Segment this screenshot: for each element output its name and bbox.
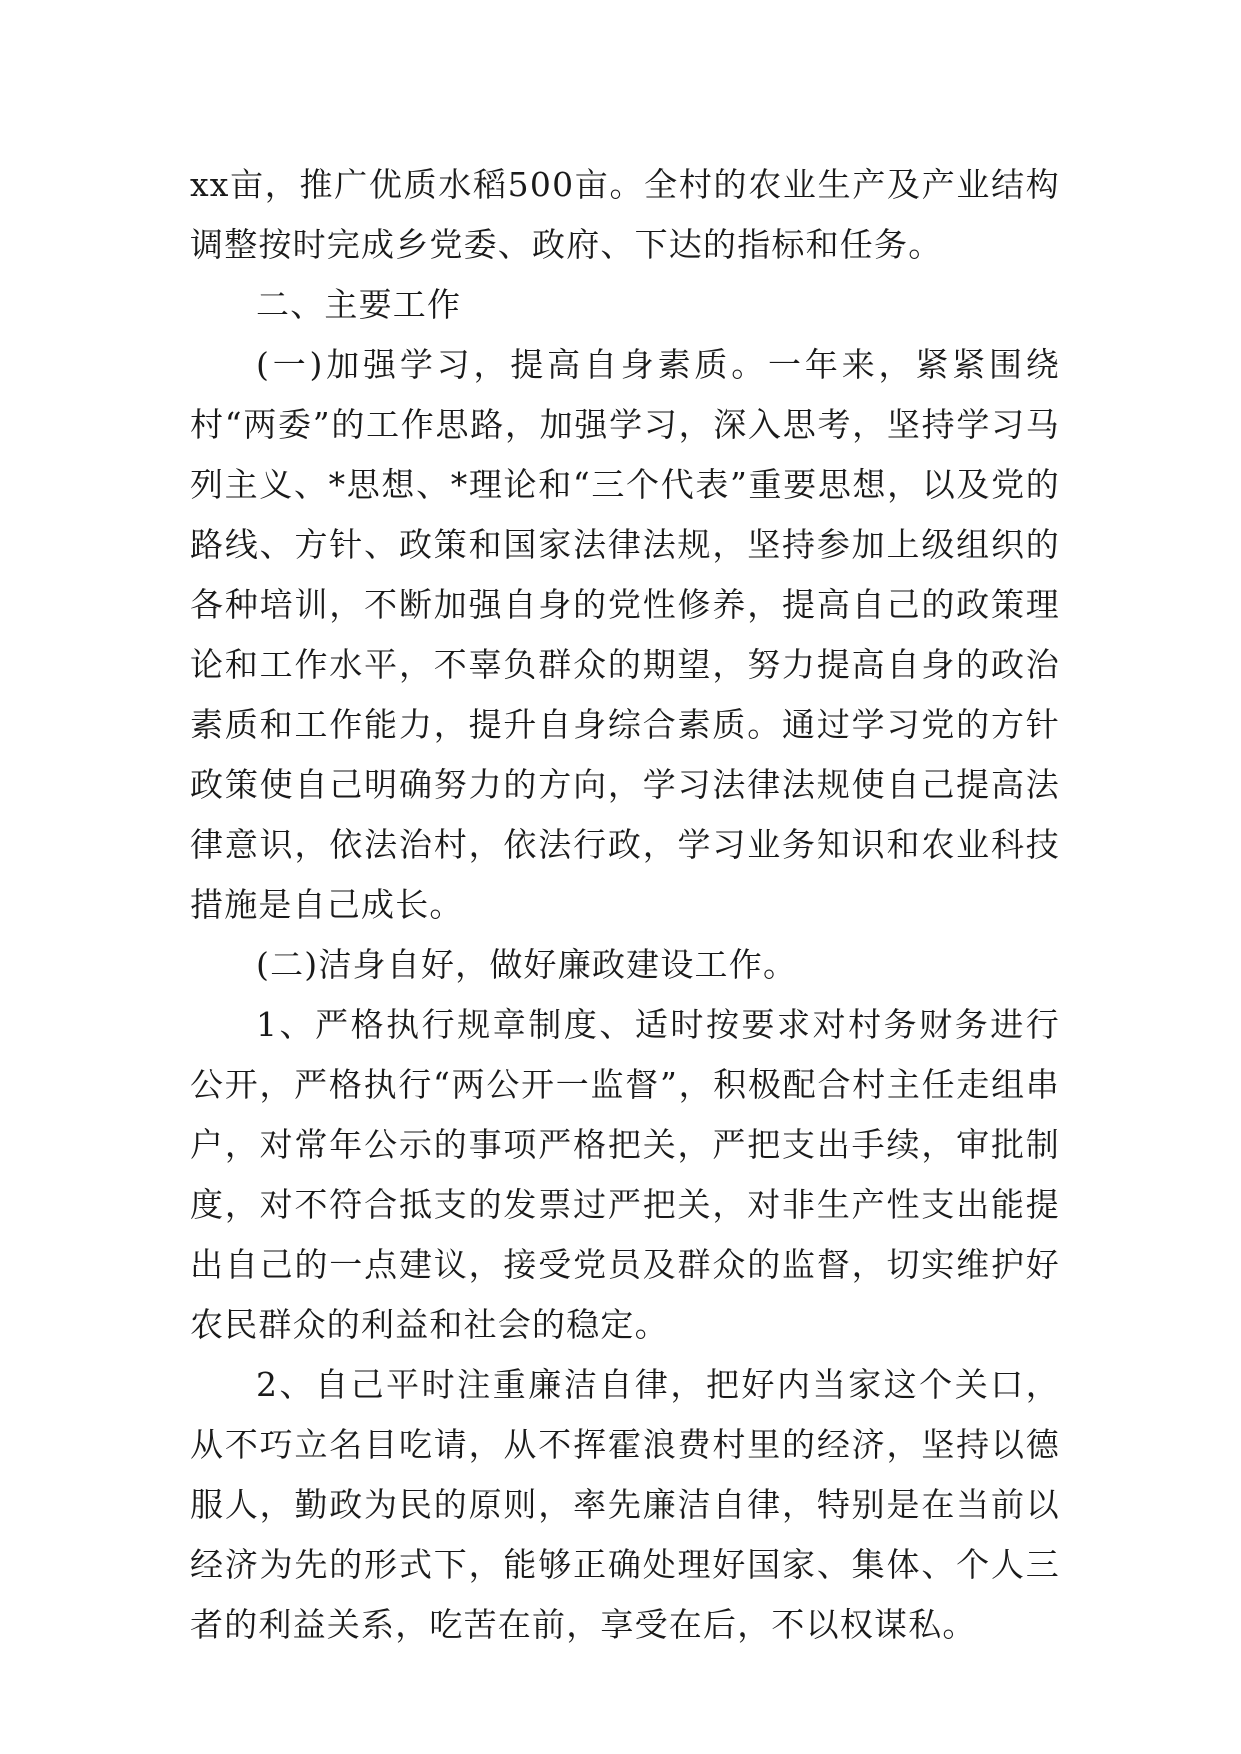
paragraph-item-2: 2、自己平时注重廉洁自律，把好内当家这个关口，从不巧立名目吃请，从不挥霍浪费村里的经济，坚持以德服人，勤政为民的原则，率先廉洁自律，特别是在当前以经济为先的形式下，能够正确处理好国家、集体、个人三者的利益关系，吃苦在前，享受在后，不以权谋私。 (190, 1365, 1060, 1644)
paragraph-continuation: xx亩，推广优质水稻500亩。全村的农业生产及产业结构调整按时完成乡党委、政府、下达的指标和任务。 (190, 165, 1060, 264)
document-body (190, 155, 1060, 1655)
paragraph-study: (一)加强学习，提高自身素质。一年来，紧紧围绕村“两委”的工作思路，加强学习，深入思考，坚持学习马列主义、*思想、*理论和“三个代表”重要思想，以及党的路线、方针、政策和国家法律法规，坚持参加上级组织的各种培训，不断加强自身的党性修养，提高自己的政策理论和工作水平，不辜负群众的期望，努力提高自身的政治素质和工作能力，提升自身综合素质。通过学习党的方针政策使自己明确努力的方向，学习法律法规使自己提高法律意识，依法治村，依法行政，学习业务知识和农业科技措施是自己成长。 (190, 345, 1060, 924)
subheading-integrity: (二)洁身自好，做好廉政建设工作。 (256, 945, 798, 984)
section-heading-main-work: 二、主要工作 (256, 285, 462, 324)
paragraph-item-1: 1、严格执行规章制度、适时按要求对村务财务进行公开，严格执行“两公开一监督”，积极配合村主任走组串户，对常年公示的事项严格把关，严把支出手续，审批制度，对不符合抵支的发票过严把关，对非生产性支出能提出自己的一点建议，接受党员及群众的监督，切实维护好农民群众的利益和社会的稳定。 (190, 1005, 1060, 1344)
